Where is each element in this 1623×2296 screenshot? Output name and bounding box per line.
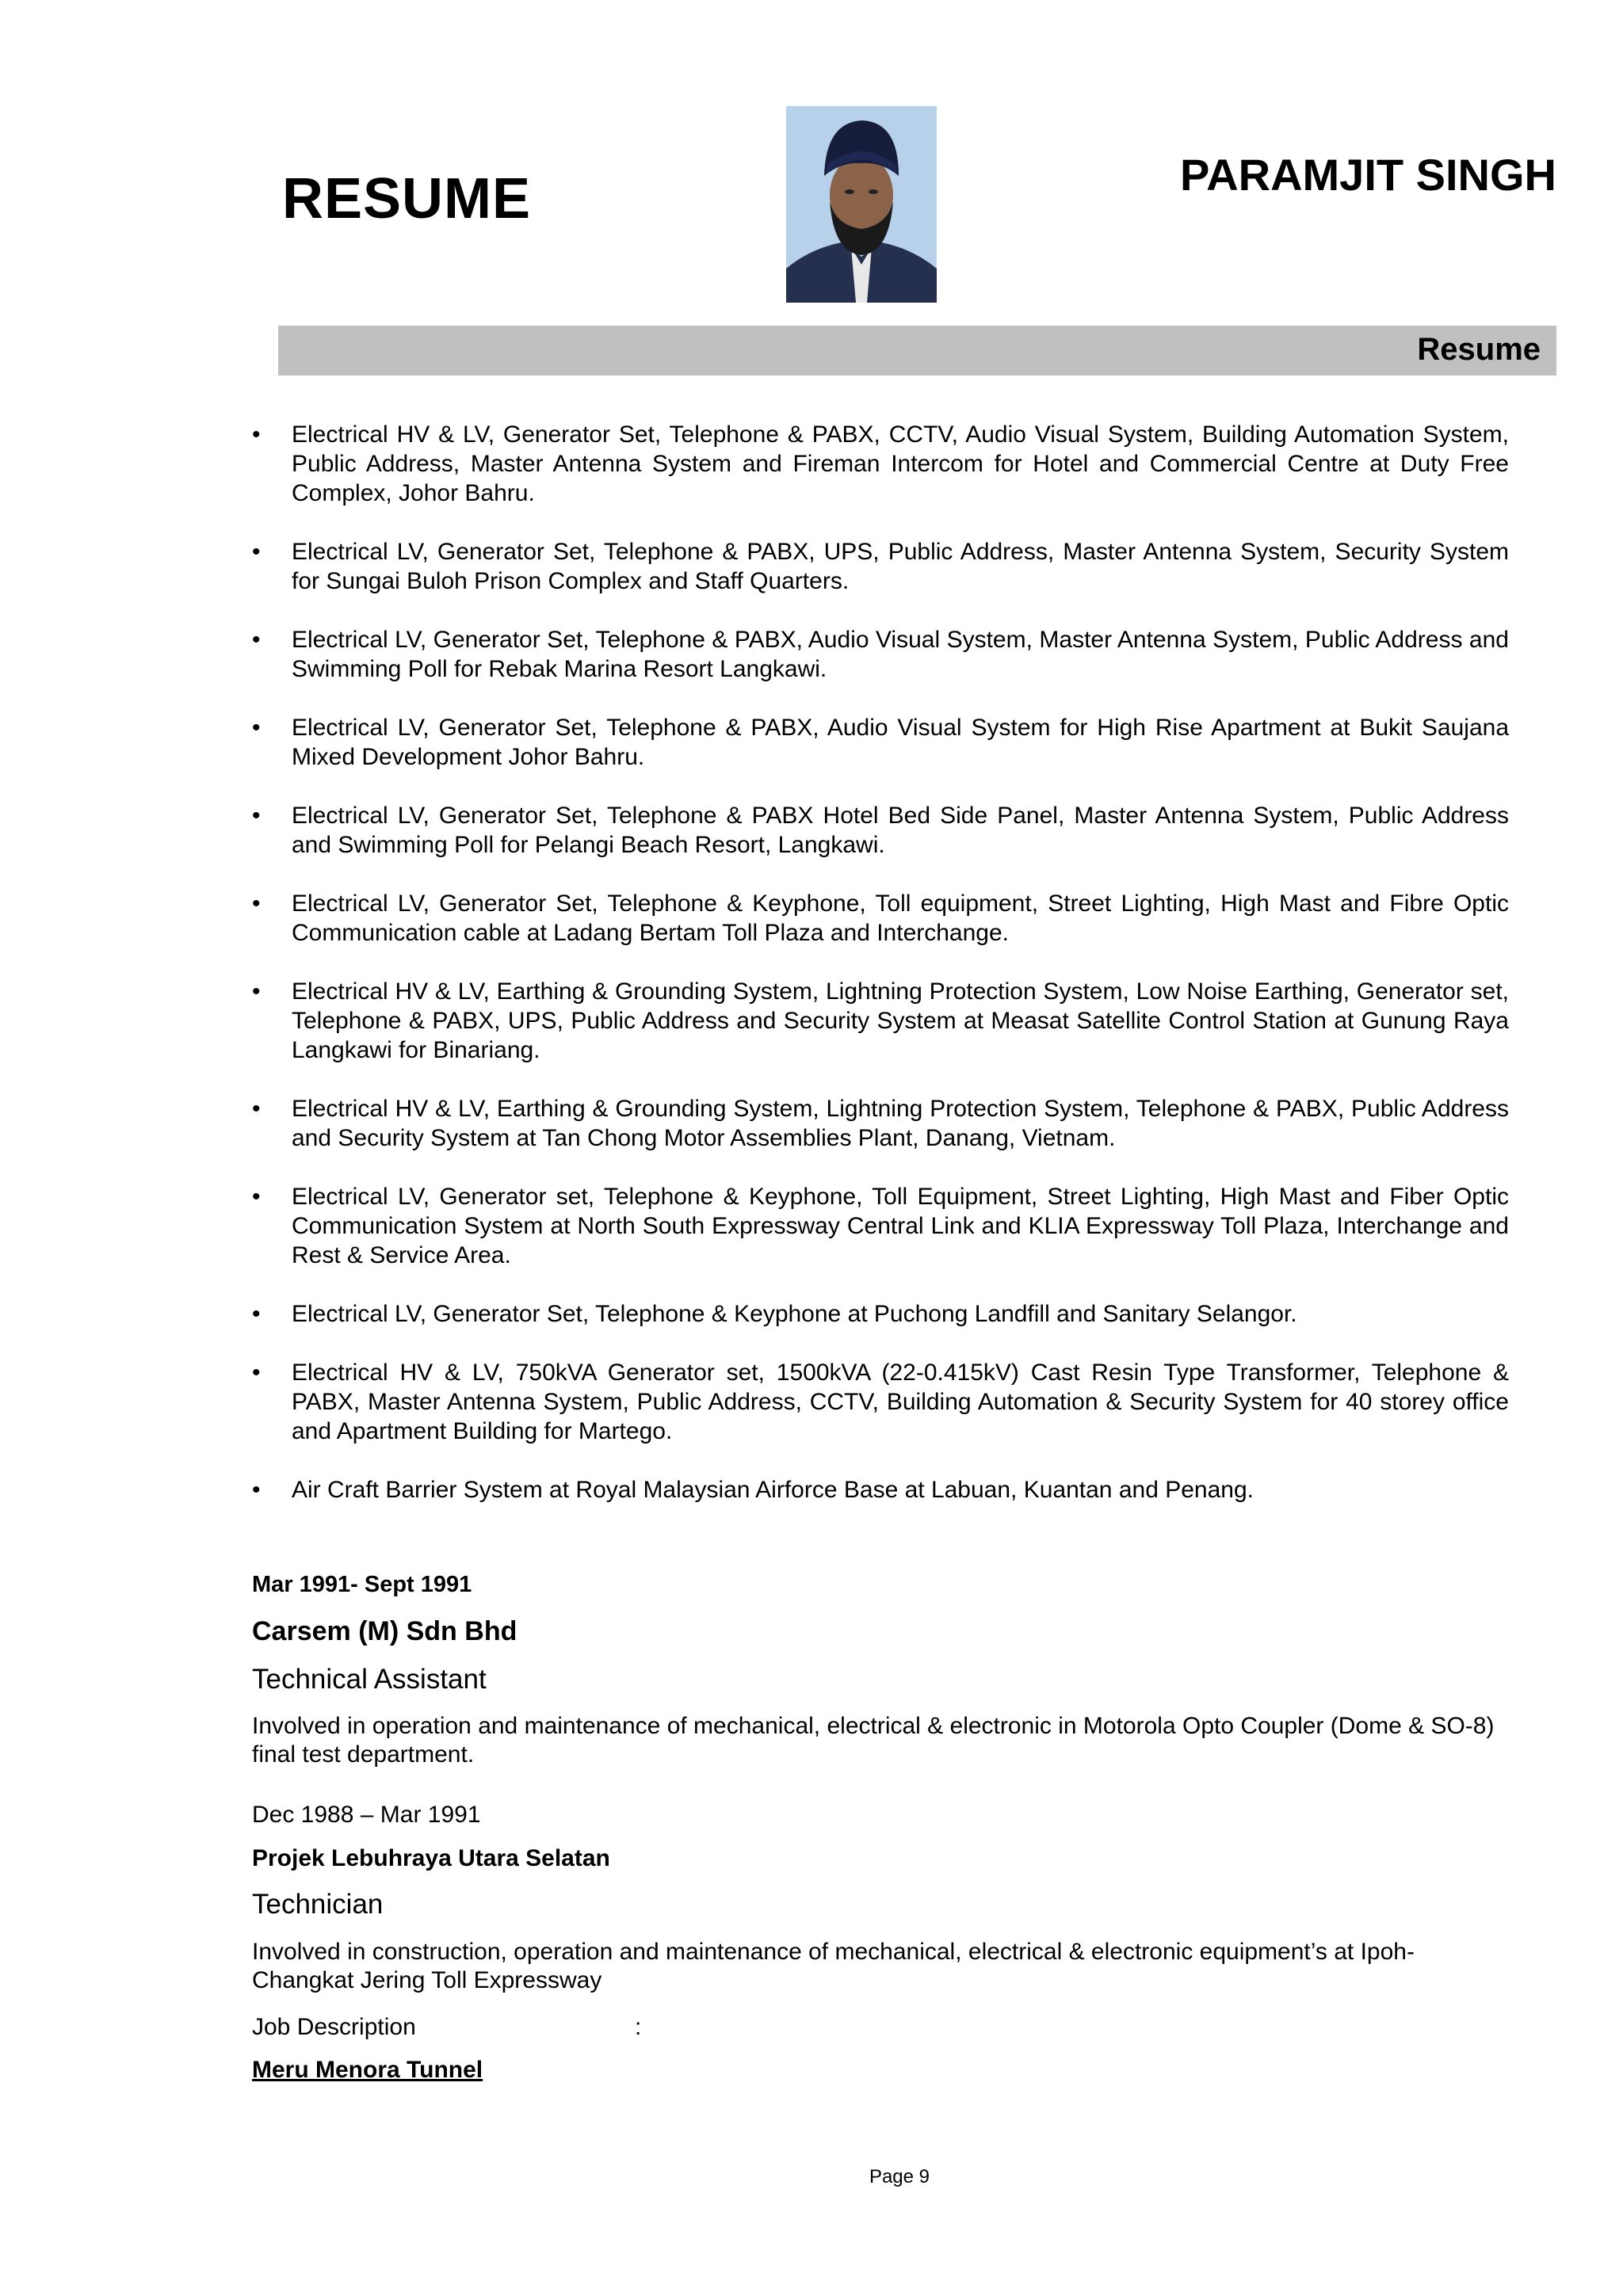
list-item: • Electrical HV & LV, 750kVA Generator set, 1500kVA (22-0.415kV) Cast Resin Type Transformer, Telephone & PABX, Master Antenna System, Public Address, CCTV, Building Automation & Security System for 40 storey office and Apartment Building for Martego. <box>252 1358 1509 1446</box>
section-header-bar <box>278 326 1556 376</box>
job1-position: Technical Assistant <box>252 1664 487 1695</box>
list-item: • Electrical LV, Generator Set, Telephone & PABX, Audio Visual System, Master Antenna System, Public Address and Swimming Poll for Rebak Marina Resort Langkawi. <box>252 625 1509 684</box>
job2-period: Dec 1988 – Mar 1991 <box>252 1802 481 1828</box>
job2-company: Projek Lebuhraya Utara Selatan <box>252 1845 610 1871</box>
list-item: • Electrical LV, Generator Set, Telephone & PABX Hotel Bed Side Panel, Master Antenna System, Public Address and Swimming Poll for Pelangi Beach Resort, Langkawi. <box>252 801 1509 860</box>
list-item: • Electrical LV, Generator Set, Telephone & PABX, UPS, Public Address, Master Antenna System, Security System for Sungai Buloh Prison Complex and Staff Quarters. <box>252 537 1509 596</box>
job1-period: Mar 1991- Sept 1991 <box>252 1572 472 1597</box>
list-item: • Air Craft Barrier System at Royal Malaysian Airforce Base at Labuan, Kuantan and Penang. <box>252 1475 1509 1505</box>
job2-position: Technician <box>252 1889 384 1920</box>
list-item: • Electrical LV, Generator Set, Telephone & PABX, Audio Visual System for High Rise Apartment at Bukit Saujana Mixed Development Johor Bahru. <box>252 713 1509 772</box>
list-item: • Electrical LV, Generator Set, Telephone & Keyphone at Puchong Landfill and Sanitary Selangor. <box>252 1299 1509 1329</box>
list-item: • Electrical HV & LV, Generator Set, Telephone & PABX, CCTV, Audio Visual System, Building Automation System, Public Address, Master Antenna System and Fireman Intercom for Hotel and Commercial Centre at Duty Free Complex, Johor Bahru. <box>252 420 1509 508</box>
list-item: • Electrical LV, Generator set, Telephone & Keyphone, Toll Equipment, Street Lighting, High Mast and Fiber Optic Communication System at North South Expressway Central Link and KLIA Expressway Toll Plaza, Interchange and Rest & Service Area. <box>252 1182 1509 1270</box>
resume-heading: RESUME <box>282 167 532 231</box>
list-item: • Electrical HV & LV, Earthing & Grounding System, Lightning Protection System, Low Noise Earthing, Generator set, Telephone & PABX, UPS, Public Address and Security System at Measat Satellite Control Station at Gunung Raya Langkawi for Binariang. <box>252 977 1509 1065</box>
job-description-label: Job Description <box>252 2014 416 2040</box>
project-list <box>252 420 1509 1534</box>
job1-description: Involved in operation and maintenance of mechanical, electrical & electronic in Motorola Opto Coupler (Dome & SO-8) final test department. <box>252 1713 1495 1768</box>
profile-photo <box>786 106 937 303</box>
job2-description: Involved in construction, operation and maintenance of mechanical, electrical & electronic equipment’s at Ipoh-Changkat Jering Toll Expressway <box>252 1939 1415 1993</box>
person-name: PARAMJIT SINGH <box>1180 150 1556 200</box>
tunnel-subheading: Meru Menora Tunnel <box>252 2057 483 2083</box>
job-description-colon: : <box>635 2014 642 2040</box>
list-item: • Electrical HV & LV, Earthing & Grounding System, Lightning Protection System, Telephone & PABX, Public Address and Security System at Tan Chong Motor Assemblies Plant, Danang, Vietnam. <box>252 1094 1509 1153</box>
page-number: Page 9 <box>869 2166 930 2187</box>
list-item: • Electrical LV, Generator Set, Telephone & Keyphone, Toll equipment, Street Lighting, High Mast and Fibre Optic Communication cable at Ladang Bertam Toll Plaza and Interchange. <box>252 889 1509 948</box>
portrait-image <box>786 106 937 303</box>
job1-company: Carsem (M) Sdn Bhd <box>252 1616 517 1646</box>
section-header-label: Resume <box>1417 332 1541 367</box>
